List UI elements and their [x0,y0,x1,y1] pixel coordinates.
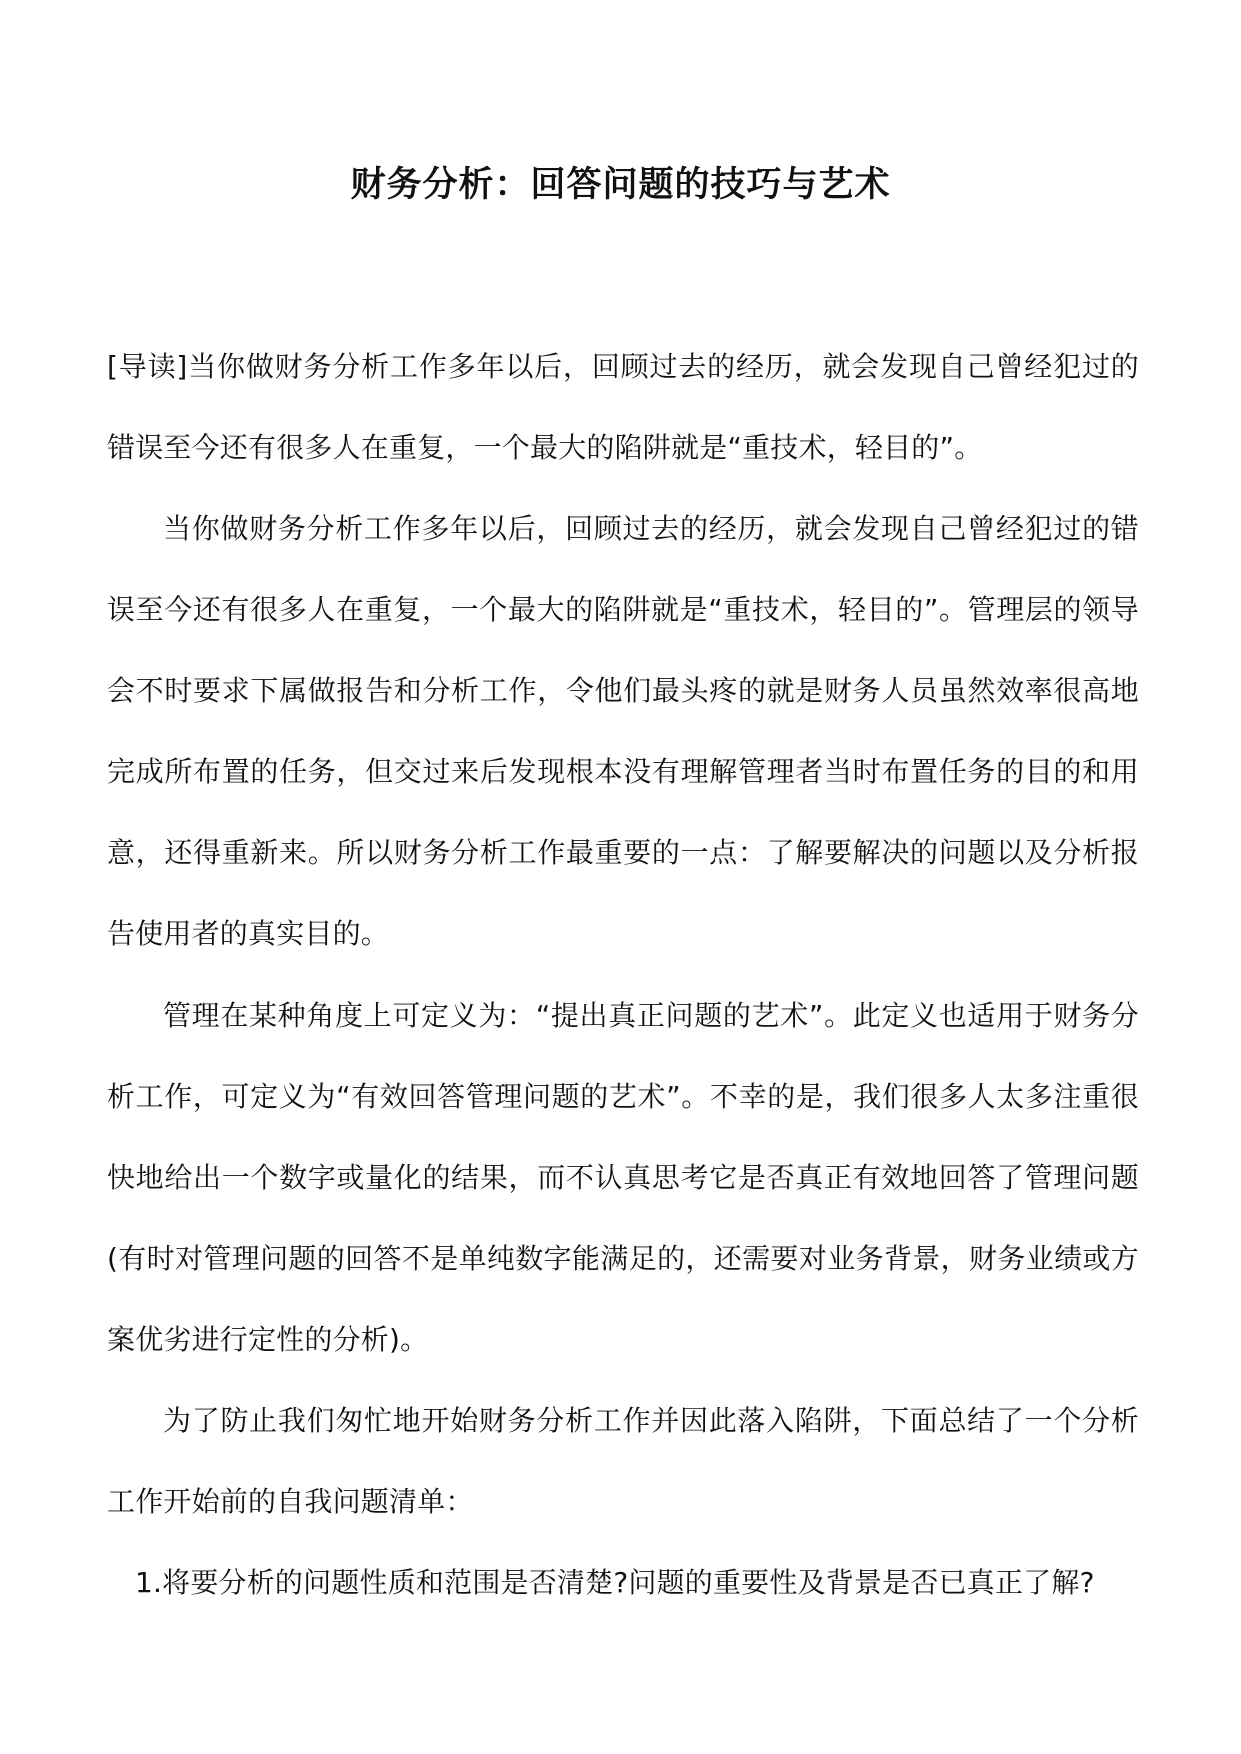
lead-paragraph: [导读]当你做财务分析工作多年以后，回顾过去的经历，就会发现自己曾经犯过的错误至今还有很多人在重复，一个最大的陷阱就是“重技术，轻目的”。 [107,350,1139,464]
body-paragraph-1: 当你做财务分析工作多年以后，回顾过去的经历，就会发现自己曾经犯过的错误至今还有很多人在重复，一个最大的陷阱就是“重技术，轻目的”。管理层的领导会不时要求下属做报告和分析工作，令他们最头疼的就是财务人员虽然效率很高地完成所布置的任务，但交过来后发现根本没有理解管理者当时布置任务的目的和用意，还得重新来。所以财务分析工作最重要的一点：了解要解决的问题以及分析报告使用者的真实目的。 [107,512,1139,950]
list-item: 1.将要分析的问题性质和范围是否清楚?问题的重要性及背景是否已真正了解? [135,1566,1095,1599]
body-paragraph-2: 管理在某种角度上可定义为：“提出真正问题的艺术”。此定义也适用于财务分析工作，可定义为“有效回答管理问题的艺术”。不幸的是，我们很多人太多注重很快地给出一个数字或量化的结果，而不认真思考它是否真正有效地回答了管理问题(有时对管理问题的回答不是单纯数字能满足的，还需要对业务背景，财务业绩或方案优劣进行定性的分析)。 [107,999,1139,1356]
body-paragraph-3: 为了防止我们匆忙地开始财务分析工作并因此落入陷阱，下面总结了一个分析工作开始前的自我问题清单： [107,1404,1139,1518]
document-title: 财务分析：回答问题的技巧与艺术 [350,164,891,205]
